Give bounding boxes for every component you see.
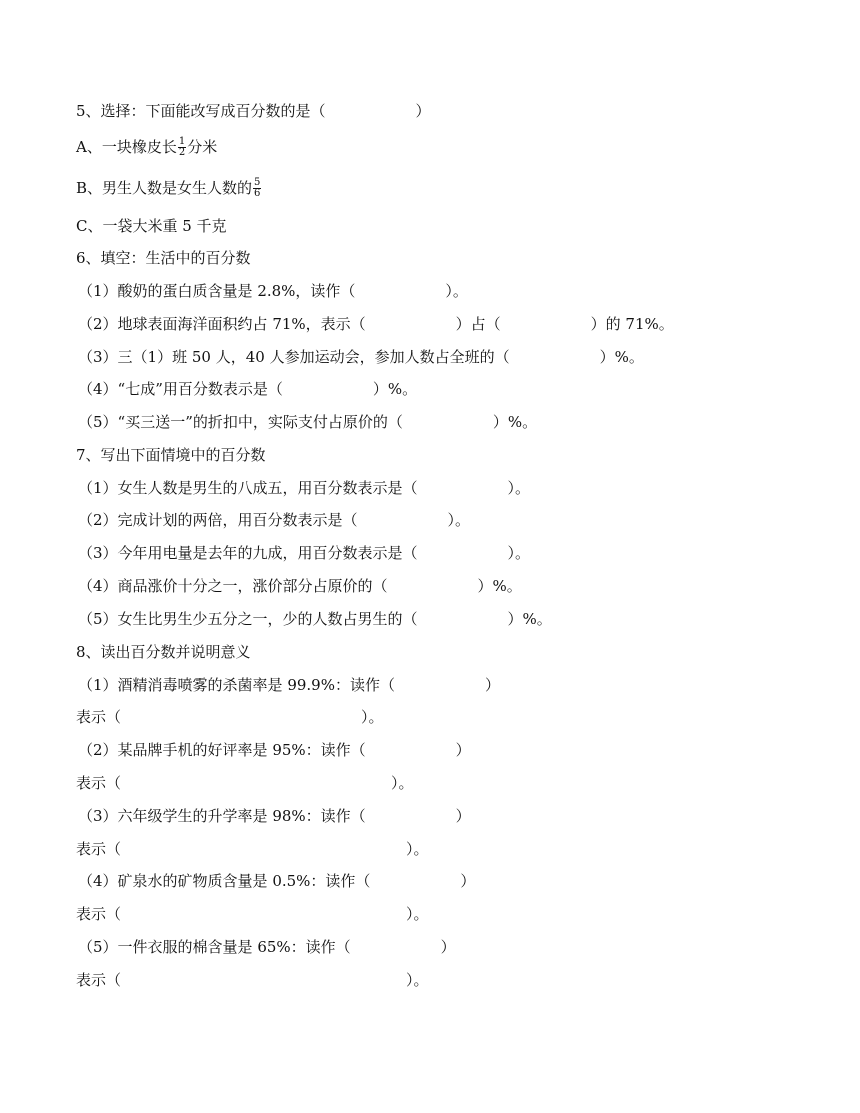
q5-option-b[interactable]	[76, 178, 262, 200]
q7-item-5: （5）女生比男生少五分之一，少的人数占男生的（ ）%。	[78, 610, 552, 628]
q7-item-2: （2）完成计划的两倍，用百分数表示是（ ）。	[78, 511, 471, 529]
q7-item-1: （1）女生人数是男生的八成五，用百分数表示是（ ）。	[78, 479, 531, 497]
q8-item-1-meaning: 表示（ ）。	[76, 708, 384, 726]
q6-title: 6、填空：生活中的百分数	[76, 249, 251, 267]
q8-item-1-read: （1）酒精消毒喷雾的杀菌率是 99.9%：读作（ ）	[78, 676, 500, 694]
q8-item-5-meaning: 表示（ ）。	[76, 971, 429, 989]
q5-option-c[interactable]: C、一袋大米重 5 千克	[76, 217, 227, 235]
q8-item-4-read: （4）矿泉水的矿物质含量是 0.5%：读作（ ）	[78, 872, 476, 890]
q6-item-1: （1）酸奶的蛋白质含量是 2.8%，读作（ ）。	[78, 282, 468, 300]
q6-item-3: （3）三（1）班 50 人，40 人参加运动会，参加人数占全班的（ ）%。	[78, 348, 644, 366]
fraction-denominator: 6	[254, 187, 261, 199]
q8-item-2-read: （2）某品牌手机的好评率是 95%：读作（ ）	[78, 741, 471, 759]
fraction-one-half	[178, 137, 186, 158]
q7-item-3: （3）今年用电量是去年的九成，用百分数表示是（ ）。	[78, 544, 531, 562]
q6-item-4: （4）“七成”用百分数表示是（ ）%。	[78, 380, 418, 398]
fraction-numerator: 5	[254, 176, 261, 188]
q8-item-5-read: （5）一件衣服的棉含量是 65%：读作（ ）	[78, 938, 456, 956]
q6-item-5: （5）“买三送一”的折扣中，实际支付占原价的（ ）%。	[78, 413, 538, 431]
q8-title: 8、读出百分数并说明意义	[76, 643, 251, 661]
q8-item-2-meaning: 表示（ ）。	[76, 774, 414, 792]
q5-option-a[interactable]	[76, 137, 217, 159]
q8-item-3-read: （3）六年级学生的升学率是 98%：读作（ ）	[78, 807, 471, 825]
q5-title: 5、选择：下面能改写成百分数的是（ ）	[76, 102, 431, 120]
q8-item-4-meaning: 表示（ ）。	[76, 905, 429, 923]
q5-option-a-text: A、一块橡皮长	[76, 138, 177, 156]
fraction-denominator: 2	[178, 146, 186, 158]
fraction-five-sixths	[253, 178, 261, 199]
fraction-numerator: 1	[178, 135, 186, 147]
q7-title: 7、写出下面情境中的百分数	[76, 446, 266, 464]
q8-item-3-meaning: 表示（ ）。	[76, 840, 429, 858]
q5-option-a-unit: 分米	[187, 138, 218, 156]
q7-item-4: （4）商品涨价十分之一，涨价部分占原价的（ ）%。	[78, 577, 522, 595]
q6-item-2: （2）地球表面海洋面积约占 71%，表示（ ）占（ ）的 71%。	[78, 315, 674, 333]
q5-option-b-text: B、男生人数是女生人数的	[76, 179, 253, 197]
